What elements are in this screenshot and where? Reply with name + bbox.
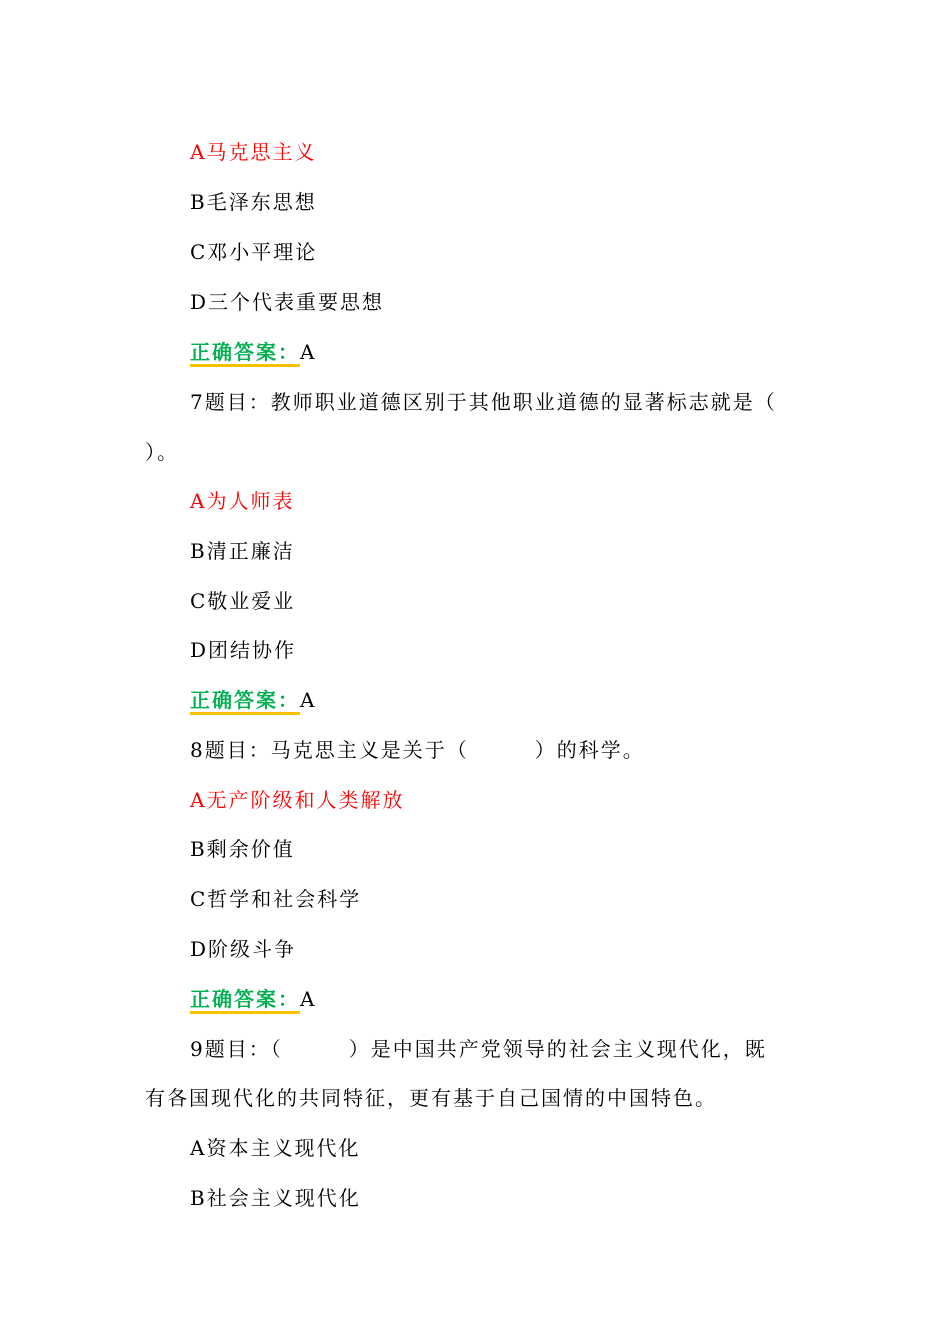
q6-option-c: C邓小平理论 bbox=[190, 240, 318, 264]
answer-label: 正确答案： bbox=[190, 340, 300, 367]
q8-option-d: D阶级斗争 bbox=[190, 937, 297, 961]
answer-label: 正确答案： bbox=[190, 688, 300, 715]
q6-option-d: D三个代表重要思想 bbox=[190, 290, 385, 314]
answer-label: 正确答案： bbox=[190, 987, 300, 1014]
q6-option-a: A马克思主义 bbox=[190, 140, 317, 164]
q7-option-c: C敬业爱业 bbox=[190, 589, 296, 613]
q9-text-line2: 有各国现代化的共同特征，更有基于自己国情的中国特色。 bbox=[145, 1086, 717, 1110]
q7-option-a: A为人师表 bbox=[190, 489, 295, 513]
q7-option-b: B清正廉洁 bbox=[190, 539, 295, 563]
q8-option-b: B剩余价值 bbox=[190, 837, 295, 861]
q8-option-a: A无产阶级和人类解放 bbox=[190, 788, 405, 812]
q8-text-line1: 8题目：马克思主义是关于（ ）的科学。 bbox=[190, 738, 645, 762]
q7-answer bbox=[190, 687, 316, 713]
q6-answer bbox=[190, 339, 316, 365]
q9-option-b: B社会主义现代化 bbox=[190, 1186, 361, 1210]
q9-option-a: A资本主义现代化 bbox=[190, 1136, 361, 1160]
answer-value: A bbox=[300, 340, 317, 364]
q8-answer bbox=[190, 986, 316, 1012]
q7-option-d: D团结协作 bbox=[190, 638, 297, 662]
q8-option-c: C哲学和社会科学 bbox=[190, 887, 362, 911]
answer-value: A bbox=[300, 987, 317, 1011]
q6-option-b: B毛泽东思想 bbox=[190, 190, 317, 214]
answer-value: A bbox=[300, 688, 317, 712]
q7-text-line1: 7题目：教师职业道德区别于其他职业道德的显著标志就是（ bbox=[190, 390, 777, 414]
q7-text-line2: ）。 bbox=[145, 440, 179, 464]
q9-text-line1: 9题目：（ ）是中国共产党领导的社会主义现代化，既 bbox=[190, 1037, 767, 1061]
